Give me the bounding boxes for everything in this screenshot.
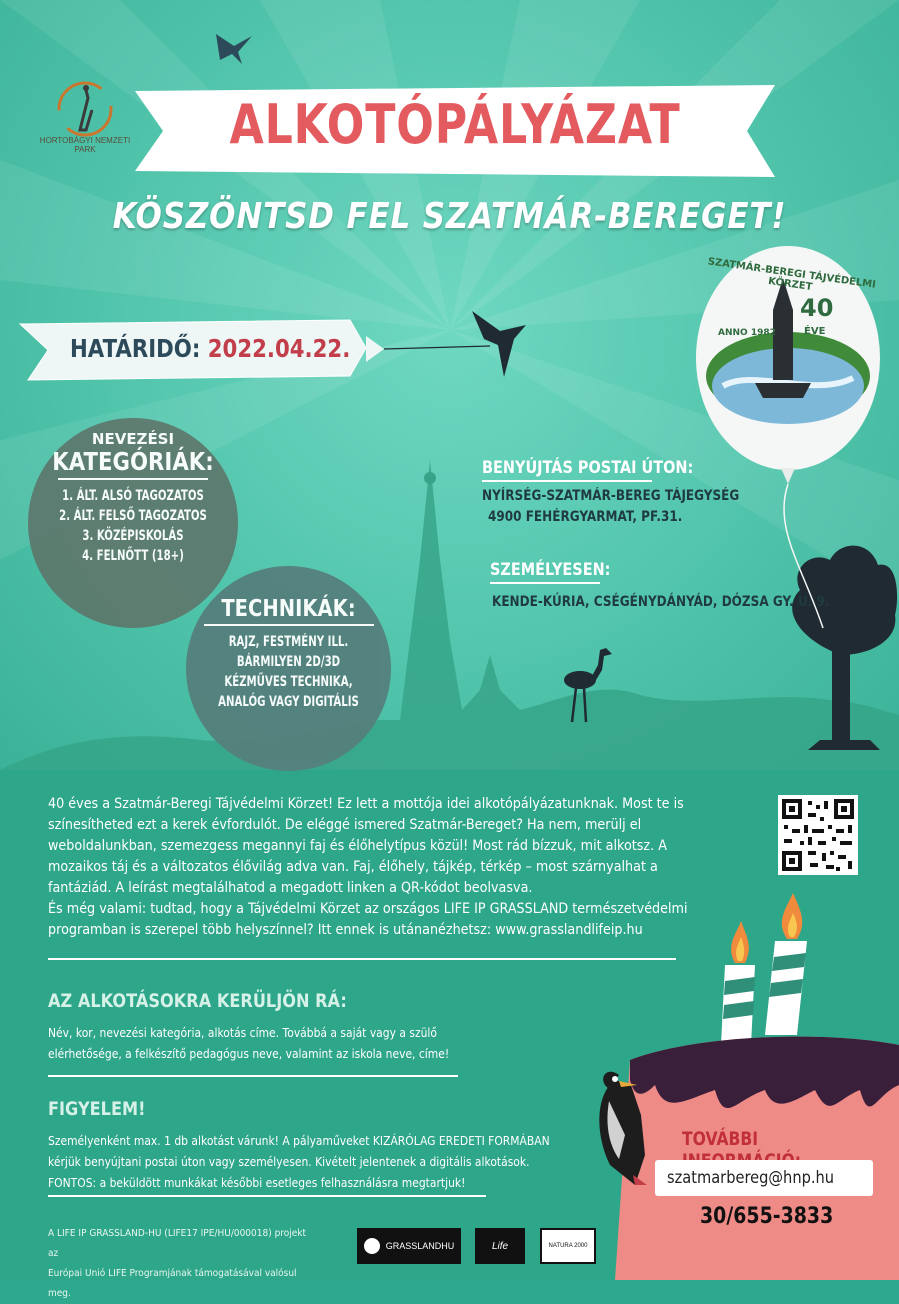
intro-line: 40 éves a Szatmár-Beregi Tájvédelmi Körzet! Ez lett a mottója idei alkotópályázatunknak. Most te is: [48, 796, 684, 812]
candle-icon: [721, 921, 755, 1045]
deadline-label: HATÁRIDŐ:: [70, 334, 201, 363]
attention-divider: [48, 1195, 486, 1197]
partner-life: Life: [491, 1240, 509, 1252]
grasslandhu-logo: [357, 1228, 461, 1264]
page-subtitle: KÖSZÖNTSD FEL SZATMÁR-BEREGET!: [112, 196, 787, 237]
post-line-2: 4900 FEHÉRGYARMAT, PF.31.: [488, 509, 683, 525]
category-item: 1. ÁLT. ALSÓ TAGOZATOS: [62, 488, 204, 504]
category-item: 2. ÁLT. FELSŐ TAGOZATOS: [59, 508, 207, 524]
intro-line: fantáziád. A leírást megtalálhatod a megadott linken a QR-kódot beolvasva.: [48, 880, 533, 896]
footer-line: A LIFE IP GRASSLAND-HU (LIFE17 IPE/HU/000018) projekt az: [48, 1228, 307, 1259]
technique-line: ANALÓG VAGY DIGITÁLIS: [218, 694, 359, 710]
post-line-1: NYÍRSÉG-SZATMÁR-BEREG TÁJEGYSÉG: [482, 488, 740, 504]
balloon-arc-text: SZATMÁR-BEREGI TÁJVÉDELMI KÖRZET: [707, 256, 877, 293]
life-logo: [475, 1228, 525, 1264]
grassland-leaf-icon: [364, 1238, 380, 1254]
intro-line: mozaikos táj és a változatos élővilág adva van. Faj, élőhely, tájkép, térkép – most szárnyalhat a: [48, 859, 658, 875]
techniques-circle: [186, 566, 391, 771]
requirements-divider: [48, 1075, 458, 1077]
requirements-heading: AZ ALKOTÁSOKRA KERÜLJÖN RÁ:: [48, 990, 347, 1012]
attention-line: FONTOS: a beküldött munkákat későbbi esetleges felhasználásra megtartjuk!: [48, 1175, 466, 1190]
balloon-years-label: ÉVE: [804, 326, 826, 337]
deadline: [70, 334, 350, 363]
technique-line: BÁRMILYEN 2D/3D: [236, 654, 341, 670]
categories-heading-small: NEVEZÉSI: [91, 430, 175, 448]
techniques-divider: [204, 624, 374, 626]
technique-line: KÉZMŰVES TECHNIKA,: [224, 674, 353, 690]
intro-line: programban is szerepel több helyszínnel? Itt ennek is utánanézhetsz: www.grasslandlifeip.hu: [48, 922, 643, 938]
candle-icon: [765, 893, 807, 1035]
qr-code[interactable]: [778, 795, 858, 875]
footer-line: Európai Unió LIFE Programjának támogatásával valósul meg.: [48, 1268, 297, 1299]
category-item: 3. KÖZÉPISKOLÁS: [82, 528, 184, 544]
technique-line: RAJZ, FESTMÉNY ILL.: [228, 634, 349, 650]
attention-line: kérjük benyújtani postai úton vagy személyesen. Kivételt jelentenek a digitális alkotások.: [48, 1154, 530, 1169]
intro-line: És még valami: tudtad, hogy a Tájvédelmi Körzet az országos LIFE IP GRASSLAND természetvédelmi: [48, 901, 688, 917]
partner-grassland: GRASSLANDHU: [385, 1241, 455, 1251]
deadline-date: 2022.04.22.: [207, 334, 351, 363]
park-logo-icon: [40, 80, 130, 138]
intro-line: színesítheted ezt a kerek évfordulót. De eléggé ismered Szatmár-Bereget? Ha nem, merülj el: [48, 817, 642, 833]
personal-heading: SZEMÉLYESEN:: [490, 560, 611, 580]
contact-phone[interactable]: 30/655-3833: [700, 1204, 834, 1229]
techniques-heading: TECHNIKÁK:: [221, 596, 356, 622]
attention-line: Személyenként max. 1 db alkotást várunk! A pályaműveket KIZÁRÓLAG EREDETI FORMÁBAN: [48, 1133, 550, 1148]
post-heading: BENYÚJTÁS POSTAI ÚTON:: [482, 458, 694, 478]
intro-line: weboldalunkban, szemezgess megannyi faj és élőhelytípus közül! Most rád bízzuk, mit alkotsz. A: [48, 838, 667, 854]
natura2000-logo: [540, 1228, 596, 1264]
requirements-line: elérhetősége, a felkészítő pedagógus neve, valamint az iskola neve, címe!: [48, 1046, 450, 1061]
swallow-icon: [214, 30, 254, 66]
partner-natura: NATURA 2000: [548, 1243, 588, 1249]
page-title: ALKOTÓPÁLYÁZAT: [229, 93, 681, 156]
footer-text: [48, 1224, 318, 1304]
requirements-text: [48, 1022, 495, 1064]
personal-divider: [490, 582, 600, 584]
contact-heading: TOVÁBBI: [682, 1128, 759, 1150]
balloon-anno: ANNO 1982: [718, 328, 776, 338]
swallow-icon: [470, 305, 540, 385]
balloon-years: 40: [800, 294, 834, 322]
categories-divider: [58, 478, 208, 480]
attention-heading: FIGYELEM!: [48, 1098, 146, 1120]
category-item: 4. FELNŐTT (18+): [82, 548, 184, 564]
categories-heading: KATEGÓRIÁK:: [52, 447, 214, 476]
attention-text: [48, 1130, 581, 1193]
contact-email[interactable]: szatmarbereg@hnp.hu: [667, 1168, 835, 1188]
personal-address: KENDE-KÚRIA, CSÉGÉNYDÁNYÁD, DÓZSA GY. U. 9.: [492, 594, 830, 610]
post-divider: [482, 480, 652, 482]
requirements-line: Név, kor, nevezési kategória, alkotás címe. Továbbá a saját vagy a szülő: [48, 1025, 438, 1040]
anniversary-balloon: [693, 248, 893, 628]
logo-text: HORTOBÁGYI NEMZETI PARK: [39, 136, 131, 154]
